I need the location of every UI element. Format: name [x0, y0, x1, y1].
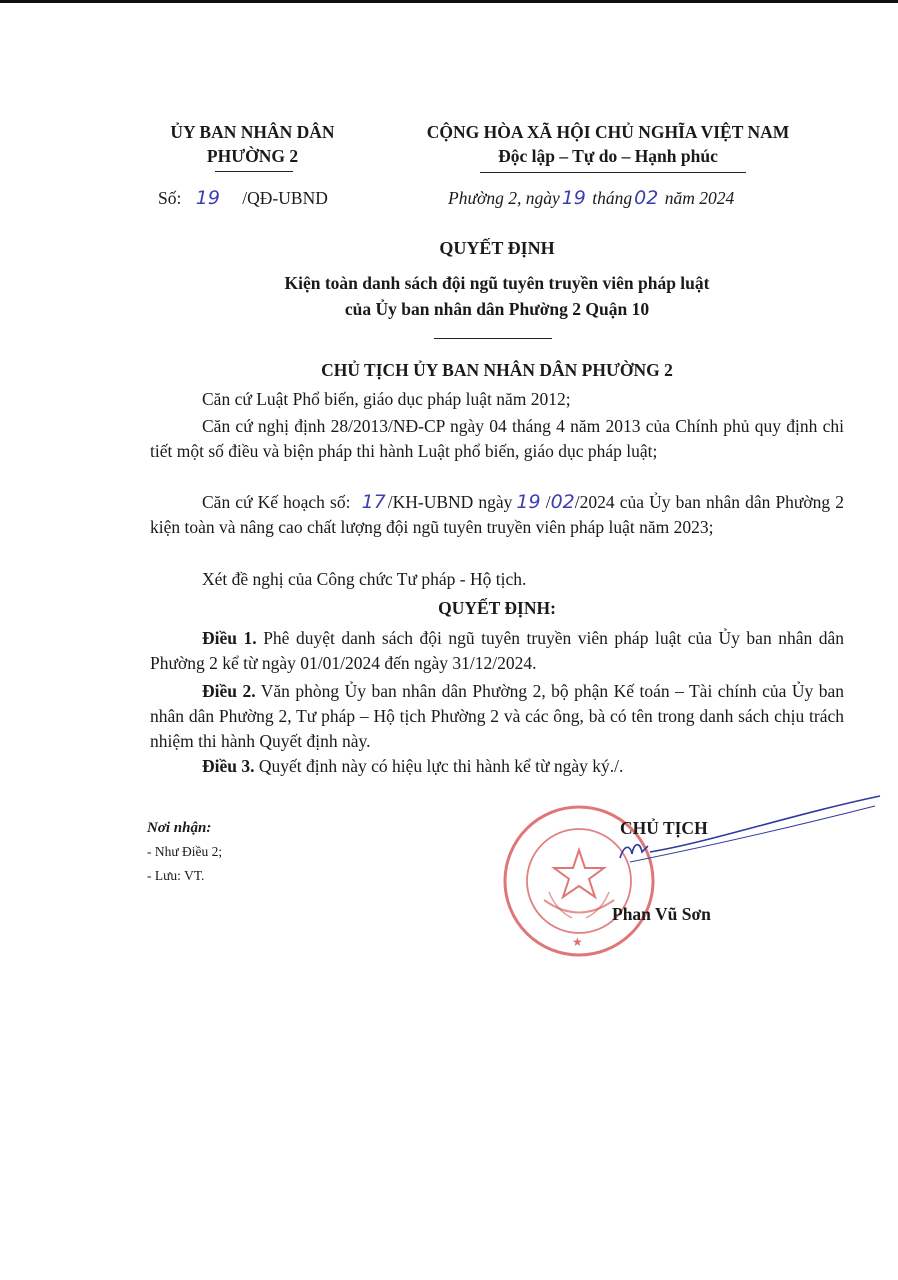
nation-name: CỘNG HÒA XÃ HỘI CHỦ NGHĨA VIỆT NAM	[426, 122, 790, 142]
title-underline	[434, 338, 552, 339]
article-1-text: Phê duyệt danh sách đội ngũ tuyên truyền viên pháp luật của Ủy ban nhân dân Phường 2 kể từ ngày 01/01/2024 đến ngày 31/12/2024.	[150, 628, 845, 673]
basis-2: Căn cứ nghị định 28/2013/NĐ-CP ngày 04 tháng 4 năm 2013 của Chính phủ quy định chi tiết một số điều và biện pháp thi hành Luật phổ biến, giáo dục pháp luật;	[150, 416, 844, 461]
subject-line-1: Kiện toàn danh sách đội ngũ tuyên truyền viên pháp luật	[284, 273, 710, 293]
signer-name: Phan Vũ Sơn	[612, 904, 711, 924]
basis-1: Căn cứ Luật Phổ biến, giáo dục pháp luật năm 2012;	[202, 389, 571, 409]
issuing-org	[150, 120, 355, 168]
signer-title: CHỦ TỊCH	[620, 818, 708, 838]
scan-edge	[0, 0, 898, 3]
basis-3-mid: /KH-UBND ngày	[387, 492, 513, 512]
article-2-text: Văn phòng Ủy ban nhân dân Phường 2, bộ phận Kế toán – Tài chính của Ủy ban nhân dân Phường 2, Tư pháp – Hộ tịch Phường 2 và các ông, bà có tên trong danh sách chịu trách nhiệm thi hành Quyết định này.	[150, 681, 844, 751]
basis-4: Xét đề nghị của Công chức Tư pháp - Hộ tịch.	[202, 569, 527, 589]
date-day: 19	[561, 187, 586, 209]
basis-3-sep: /	[545, 492, 551, 512]
document-number	[158, 186, 328, 210]
recipient-1: - Như Điều 2;	[147, 844, 223, 859]
basis-3	[150, 490, 844, 540]
org-underline	[215, 171, 293, 172]
date-month: 02	[634, 187, 659, 209]
signature-mark	[590, 790, 890, 880]
basis-3-month: 02	[550, 491, 575, 513]
article-2	[150, 679, 844, 754]
basis-3-day: 19	[516, 491, 541, 513]
motto-underline	[480, 172, 746, 173]
number-prefix: Số:	[158, 188, 182, 208]
subject-line-2: của Ủy ban nhân dân Phường 2 Quận 10	[344, 299, 650, 319]
number-handwritten: 19	[195, 187, 220, 209]
place-date	[448, 186, 734, 210]
article-2-label: Điều 2.	[202, 681, 256, 701]
basis-3-rest: /2024 của Ủy ban nhân dân Phường 2 kiện toàn và nâng cao chất lượng đội ngũ tuyên truyền viên pháp luật năm 2023;	[150, 492, 845, 537]
national-heading	[390, 120, 826, 168]
number-suffix: /QĐ-UBND	[242, 188, 328, 208]
decision-heading: QUYẾT ĐỊNH:	[438, 598, 556, 618]
date-prefix: Phường 2, ngày	[448, 188, 560, 208]
article-3	[150, 754, 844, 779]
recipients	[147, 816, 222, 888]
org-line-2: PHƯỜNG 2	[206, 146, 299, 166]
article-3-label: Điều 3.	[202, 756, 255, 776]
article-1-label: Điều 1.	[202, 628, 257, 648]
date-month-label: tháng	[592, 188, 633, 208]
svg-text:★: ★	[572, 935, 583, 949]
authority: CHỦ TỊCH ỦY BAN NHÂN DÂN PHƯỜNG 2	[321, 360, 673, 380]
recipient-2: - Lưu: VT.	[147, 868, 205, 883]
subject	[150, 270, 844, 322]
article-3-text: Quyết định này có hiệu lực thi hành kể từ ngày ký./.	[258, 756, 624, 776]
motto: Độc lập – Tự do – Hạnh phúc	[498, 146, 718, 166]
doc-type: QUYẾT ĐỊNH	[439, 238, 555, 258]
date-year: năm 2024	[664, 188, 735, 208]
recipients-heading: Nơi nhận:	[147, 820, 212, 836]
basis-3-number: 17	[361, 491, 386, 513]
org-line-1: ỦY BAN NHÂN DÂN	[170, 122, 335, 142]
basis-3-prefix: Căn cứ Kế hoạch số:	[202, 492, 351, 512]
article-1	[150, 626, 844, 676]
